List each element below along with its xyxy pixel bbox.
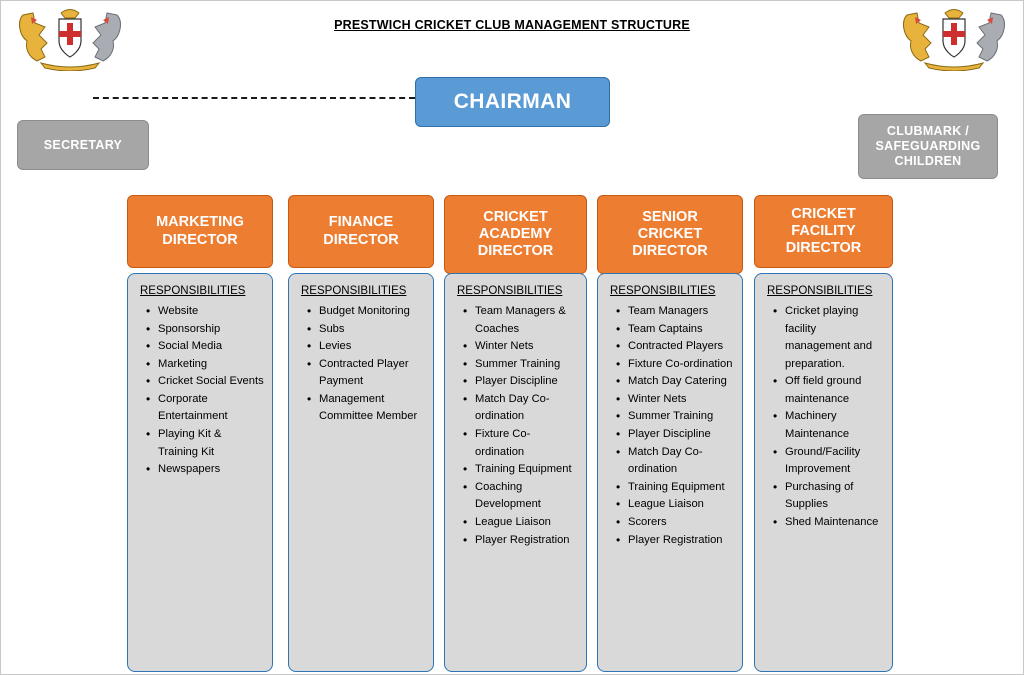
club-crest-right-icon	[899, 5, 1009, 71]
responsibilities-senior-cricket	[597, 273, 743, 672]
finance-director-line-1: FINANCE	[328, 214, 394, 231]
list-item: • Fixture Co-ordination	[475, 426, 578, 461]
list-item: • Machinery Maintenance	[785, 408, 884, 443]
club-crest-left-icon	[15, 5, 125, 71]
responsibilities-heading: RESPONSIBILITIES	[140, 285, 246, 297]
facility-director-line-1: CRICKET	[791, 205, 856, 222]
list-item: • Purchasing of Supplies	[785, 479, 884, 514]
list-item: • Contracted Players	[628, 338, 734, 356]
node-clubmark-line-3: CHILDREN	[894, 153, 962, 168]
list-item: • Sponsorship	[158, 321, 264, 339]
list-item: • Training Equipment	[475, 461, 578, 479]
responsibilities-list	[608, 303, 734, 549]
list-item: • Player Discipline	[475, 373, 578, 391]
academy-director-line-2: ACADEMY	[478, 225, 553, 242]
list-item: • Management Committee Member	[319, 391, 425, 426]
senior-director-line-2: CRICKET	[637, 225, 703, 242]
connector-drop-academy	[1, 133, 3, 149]
responsibilities-heading: RESPONSIBILITIES	[610, 285, 716, 297]
list-item: • Player Discipline	[628, 426, 734, 444]
node-cricket-academy-director[interactable]	[444, 195, 587, 274]
responsibilities-cricket-academy	[444, 273, 587, 672]
responsibilities-list	[765, 303, 884, 532]
list-item: • Subs	[319, 321, 425, 339]
list-item: • Ground/Facility Improvement	[785, 444, 884, 479]
list-item: • Cricket playing facility management and preparation.	[785, 303, 884, 373]
senior-director-line-1: SENIOR	[642, 208, 698, 225]
list-item: • League Liaison	[628, 496, 734, 514]
list-item: • Corporate Entertainment	[158, 391, 264, 426]
list-item: • Levies	[319, 338, 425, 356]
finance-director-line-2: DIRECTOR	[323, 231, 399, 248]
responsibilities-heading: RESPONSIBILITIES	[457, 285, 563, 297]
list-item: • Training Equipment	[628, 479, 734, 497]
node-cricket-facility-director[interactable]	[754, 195, 893, 268]
academy-director-line-3: DIRECTOR	[477, 243, 554, 260]
responsibilities-marketing	[127, 273, 273, 672]
node-senior-cricket-director[interactable]	[597, 195, 743, 274]
list-item: • Summer Training	[628, 408, 734, 426]
list-item: • Winter Nets	[628, 391, 734, 409]
responsibilities-heading: RESPONSIBILITIES	[301, 285, 407, 297]
node-marketing-director[interactable]	[127, 195, 273, 268]
list-item: • Off field ground maintenance	[785, 373, 884, 408]
list-item: • Match Day Co-ordination	[628, 444, 734, 479]
list-item: • Coaching Development	[475, 479, 578, 514]
list-item: • Cricket Social Events	[158, 373, 264, 391]
list-item: • Website	[158, 303, 264, 321]
connector-drop-marketing	[1, 101, 3, 117]
node-secretary[interactable]: SECRETARY	[17, 120, 149, 170]
list-item: • Newspapers	[158, 461, 264, 479]
connector-drop-finance	[1, 117, 3, 133]
list-item: • Team Managers	[628, 303, 734, 321]
list-item: • Marketing	[158, 356, 264, 374]
list-item: • Playing Kit & Training Kit	[158, 426, 264, 461]
responsibilities-list	[455, 303, 578, 549]
connector-chairman-secretary	[93, 97, 415, 99]
senior-director-line-3: DIRECTOR	[632, 243, 708, 260]
list-item: • Player Registration	[475, 532, 578, 550]
facility-director-line-2: FACILITY	[791, 222, 856, 239]
node-clubmark-line-1: CLUBMARK /	[886, 124, 970, 139]
list-item: • Match Day Co-ordination	[475, 391, 578, 426]
connector-chairman-bus	[1, 44, 3, 99]
list-item: • Player Registration	[628, 532, 734, 550]
academy-director-line-1: CRICKET	[483, 208, 548, 225]
list-item: • Summer Training	[475, 356, 578, 374]
list-item: • Social Media	[158, 338, 264, 356]
list-item: • League Liaison	[475, 514, 578, 532]
list-item: • Budget Monitoring	[319, 303, 425, 321]
responsibilities-heading: RESPONSIBILITIES	[767, 285, 873, 297]
node-clubmark-line-2: SAFEGUARDING	[875, 139, 981, 154]
connector-drop-facility	[1, 165, 3, 181]
list-item: • Team Managers & Coaches	[475, 303, 578, 338]
responsibilities-finance	[288, 273, 434, 672]
list-item: • Winter Nets	[475, 338, 578, 356]
responsibilities-cricket-facility	[754, 273, 893, 672]
node-chairman[interactable]: CHAIRMAN	[415, 77, 610, 127]
connector-drop-senior	[1, 149, 3, 165]
node-finance-director[interactable]	[288, 195, 434, 268]
facility-director-line-3: DIRECTOR	[785, 240, 862, 257]
marketing-director-line-1: MARKETING	[156, 214, 244, 231]
list-item: • Team Captains	[628, 321, 734, 339]
page-title: PRESTWICH CRICKET CLUB MANAGEMENT STRUCTURE	[334, 18, 690, 32]
list-item: • Scorers	[628, 514, 734, 532]
list-item: • Fixture Co-ordination	[628, 356, 734, 374]
responsibilities-list	[138, 303, 264, 479]
list-item: • Contracted Player Payment	[319, 356, 425, 391]
list-item: • Match Day Catering	[628, 373, 734, 391]
node-clubmark[interactable]	[858, 114, 998, 179]
list-item: • Shed Maintenance	[785, 514, 884, 532]
responsibilities-list	[299, 303, 425, 426]
marketing-director-line-2: DIRECTOR	[162, 231, 238, 248]
